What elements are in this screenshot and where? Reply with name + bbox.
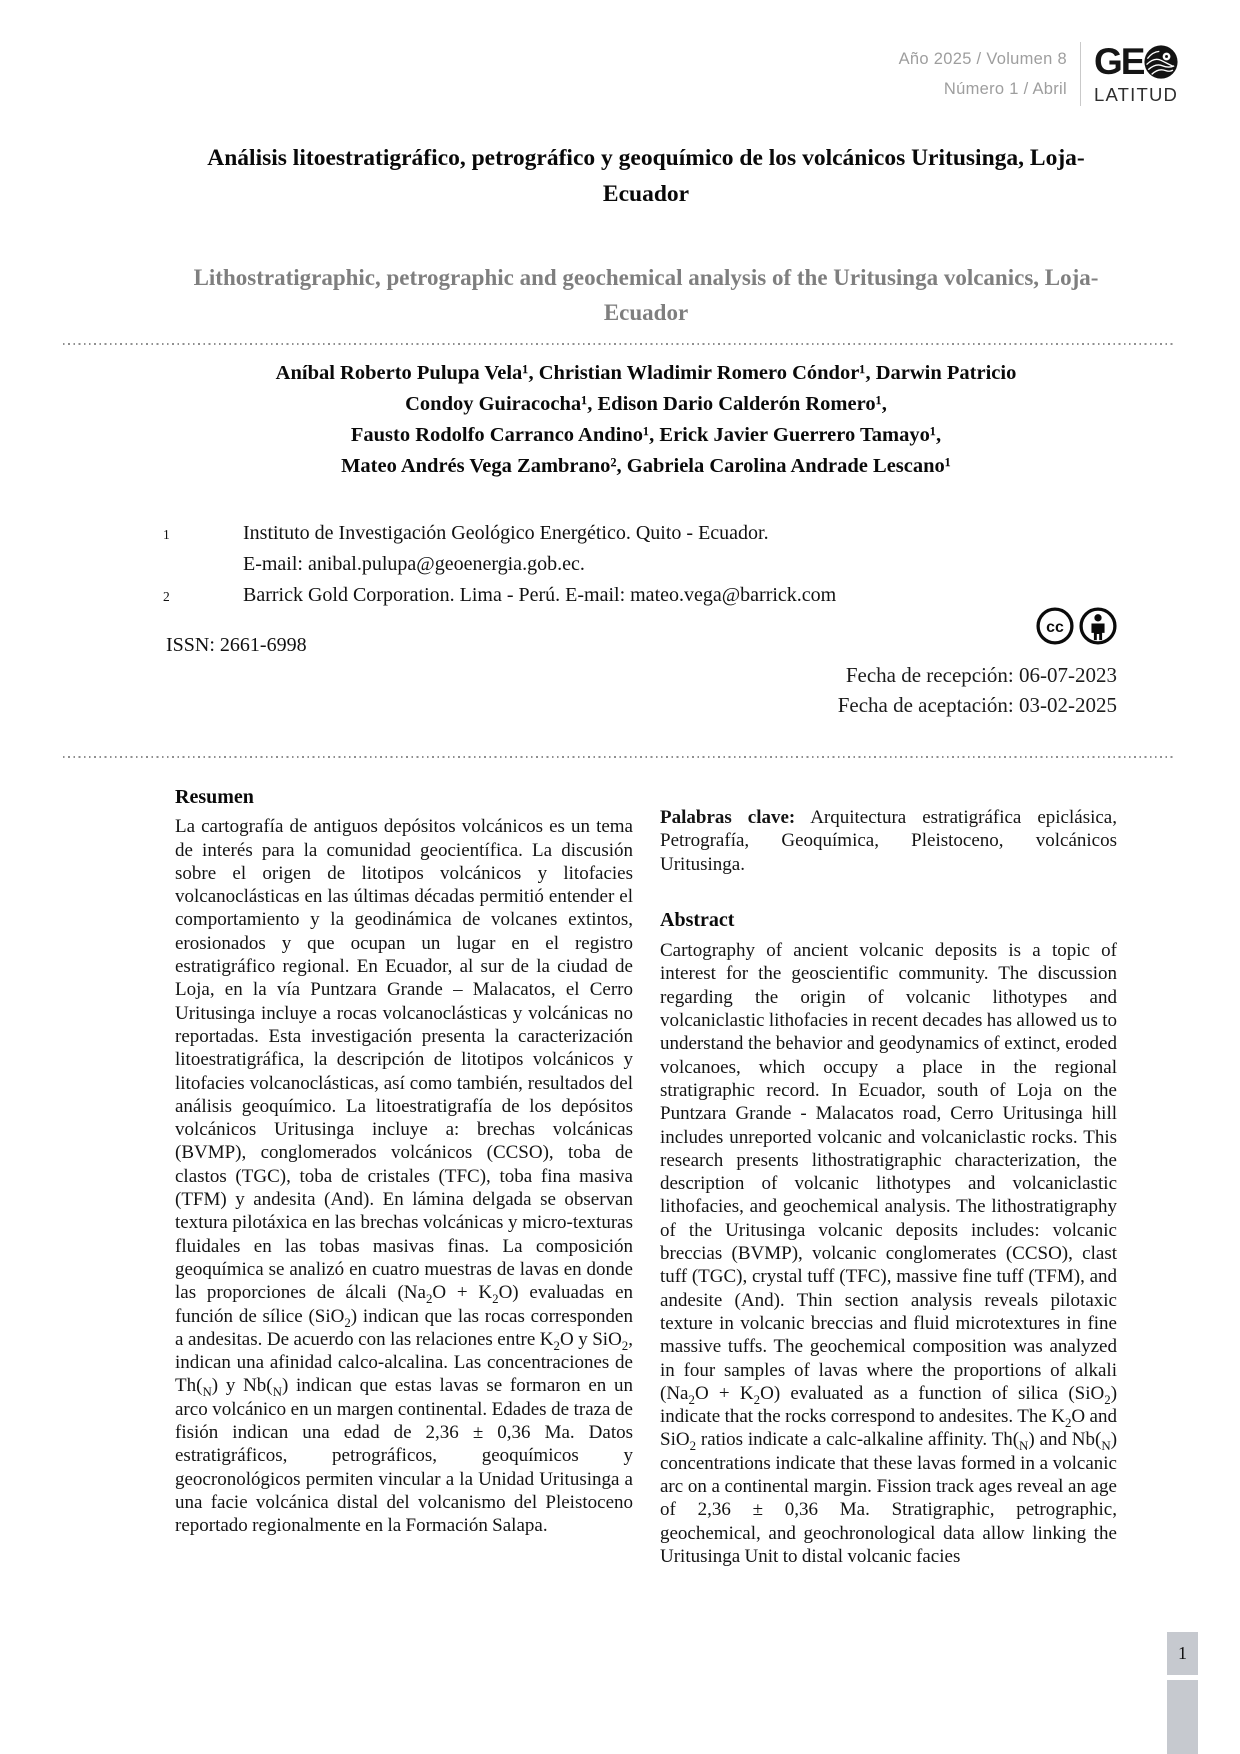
affiliations: [163, 518, 1123, 611]
affiliation-text: Instituto de Investigación Geológico Energético. Quito - Ecuador.: [243, 522, 769, 544]
issn-text: ISSN: 2661-6998: [166, 634, 307, 656]
resumen-heading: Resumen: [175, 786, 254, 808]
journal-header: [899, 44, 1067, 104]
header-divider: [1080, 42, 1081, 106]
geo-logo-subtext: LATITUD: [1094, 84, 1179, 105]
author-line: Fausto Rodolfo Carranco Andino¹, Erick Javier Guerrero Tamayo¹,: [350, 424, 942, 446]
svg-text:cc: cc: [1046, 618, 1064, 636]
date-accepted: Fecha de aceptación: 03-02-2025: [837, 693, 1117, 717]
author-line: Mateo Andrés Vega Zambrano², Gabriela Carolina Andrade Lescano¹: [341, 455, 951, 477]
resumen-section: [175, 786, 633, 1538]
keywords-text: Palabras clave: Arquitectura estratigráfica epiclásica, Petrografía, Geoquímica, Pleistoceno, volcánicos Uritusinga.: [660, 807, 1117, 875]
dotted-separator-top: [63, 343, 1173, 345]
license-icons: [1035, 606, 1118, 646]
author-line: Aníbal Roberto Pulupa Vela¹, Christian Wladimir Romero Cóndor¹, Darwin Patricio: [275, 362, 1017, 384]
affiliation-text: Barrick Gold Corporation. Lima - Perú. E-mail: mateo.vega@barrick.com: [243, 584, 837, 606]
contour-globe-icon: [1144, 45, 1178, 79]
affiliation-email-text: E-mail: anibal.pulupa@geoenergia.gob.ec.: [243, 553, 585, 575]
dates-block: [838, 660, 1117, 720]
dotted-separator-bottom: [63, 756, 1173, 758]
issue-text: Número 1 / Abril: [943, 80, 1067, 98]
author-line: Condoy Guiracocha¹, Edison Dario Calderón Romero¹,: [405, 393, 887, 415]
volume-text: Año 2025 / Volumen 8: [898, 50, 1067, 68]
abstract-section: [660, 806, 1117, 1568]
authors-block: [149, 358, 1143, 482]
geo-logo-text: GE: [1094, 41, 1144, 82]
side-tab: [1167, 1680, 1198, 1754]
abstract-heading: Abstract: [660, 908, 735, 931]
abstract-body: Cartography of ancient volcanic deposits is a topic of interest for the geoscientific community. The discussion regarding the origin of volcanic lithotypes and volcaniclastic lithofacies in recent decades has allowed us to understand the behavior and geodynamics of extinct, eroded volcanoes, which occupy a place in the regional stratigraphic record. In Ecuador, south of Loja on the Puntzara Grande - Malacatos road, Cerro Uritusinga hill includes unreported volcanic and volcaniclastic rocks. This research presents lithostratigraphic characterization, the description of volcanic lithotypes and volcaniclastic lithofacies, and geochemical analysis. The lithostratigraphy of the Uritusinga volcanic deposits includes: volcanic breccias (BVMP), volcanic conglomerates (CCSO), clast tuff (TGC), crystal tuff (TFC), massive fine tuff (TFM), and andesite (And). Thin section analysis reveals pilotaxic texture in volcanic breccias and fluid microtextures in fine massive tuffs. The geochemical composition was analyzed in four samples of lavas where the proportions of alkali $(Na_2O + K_2O)$ evaluated as a function of silica (SiO$_2$) indicate that the rocks correspond to andesites. The $K_2O$ and SiO$_2$ ratios indicate a calc-alkaline affinity. $Th(_N)$ and $Nb(_N)$ concentrations indicate that these lavas formed in a volcanic arc on a continental margin. Fission track ages reveal an age of 2,36 ± 0,36 Ma. Stratigraphic, petrographic, geochemical, and geochronological data allow linking the Uritusinga Unit to distal volcanic facies: [660, 940, 1118, 1567]
affiliation-row: [163, 580, 1123, 611]
cc-by-person-icon: [1078, 606, 1118, 646]
page-number-tab: [1167, 1632, 1198, 1675]
page-number: 1: [1178, 1643, 1187, 1663]
affiliation-number: 2: [163, 589, 170, 604]
spanish-title: Análisis litoestratigráfico, petrográfico y geoquímico de los volcánicos Uritusinga, Loja-Ecuador: [207, 145, 1085, 207]
english-title: Lithostratigraphic, petrographic and geochemical analysis of the Uritusinga volcanics, Loja-Ecuador: [193, 265, 1099, 325]
affiliation-row: [163, 549, 1123, 580]
geo-logo: [1094, 42, 1210, 106]
cc-circle-icon: [1035, 606, 1075, 646]
affiliation-row: [163, 518, 1123, 549]
affiliation-number: 1: [163, 527, 170, 542]
affiliation-number: [163, 550, 243, 581]
date-received: Fecha de recepción: 06-07-2023: [845, 663, 1117, 687]
resumen-body: La cartografía de antiguos depósitos volcánicos es un tema de interés para la comunidad geocientífica. La discusión sobre el origen de litotipos volcánicos y litofacies volcanoclásticas en las últimas décadas permitió entender el comportamiento y la geodinámica de volcanes extintos, erosionados y que ocupan un lugar en el registro estratigráfico regional. En Ecuador, al sur de la ciudad de Loja, en la vía Puntzara Grande – Malacatos, el Cerro Uritusinga incluye a rocas volcanoclásticas y volcánicas no reportadas. Esta investigación presenta la caracterización litoestratigráfica, la descripción de litotipos volcánicos y litofacies volcanoclásticas, así como también, resultados del análisis geoquímico. La litoestratigrafía de los depósitos volcánicos Uritusinga incluye a: brechas volcánicas (BVMP), conglomerados volcánicos (CCSO), toba de clastos (TGC), toba de cristales (TFC), toba fina masiva (TFM) y andesita (And). En lámina delgada se observan textura pilotáxica en las brechas volcánicas y micro-texturas fluidales en las tobas masivas finas. La composición geoquímica se analizó en cuatro muestras de lavas en donde las proporciones de álcali $(Na_2O + K_2O)$ evaluadas en función de sílice (SiO$_2$) indican que las rocas corresponden a andesitas. De acuerdo con las relaciones entre $K_2O$ y SiO$_2$, indican una afinidad calco-alcalina. Las concentraciones de $Th(_N)$ y $Nb(_N)$ indican que estas lavas se formaron en un arco volcánico en un margen continental. Edades de traza de fisión indican una edad de 2,36 ± 0,36 Ma. Datos estratigráficos, petrográficos, geoquímicos y geocronológicos permiten vincular a la Unidad Uritusinga a una facie volcánica distal del volcanismo del Pleistoceno reportado regionalmente en la Formación Salapa.: [175, 816, 634, 1537]
